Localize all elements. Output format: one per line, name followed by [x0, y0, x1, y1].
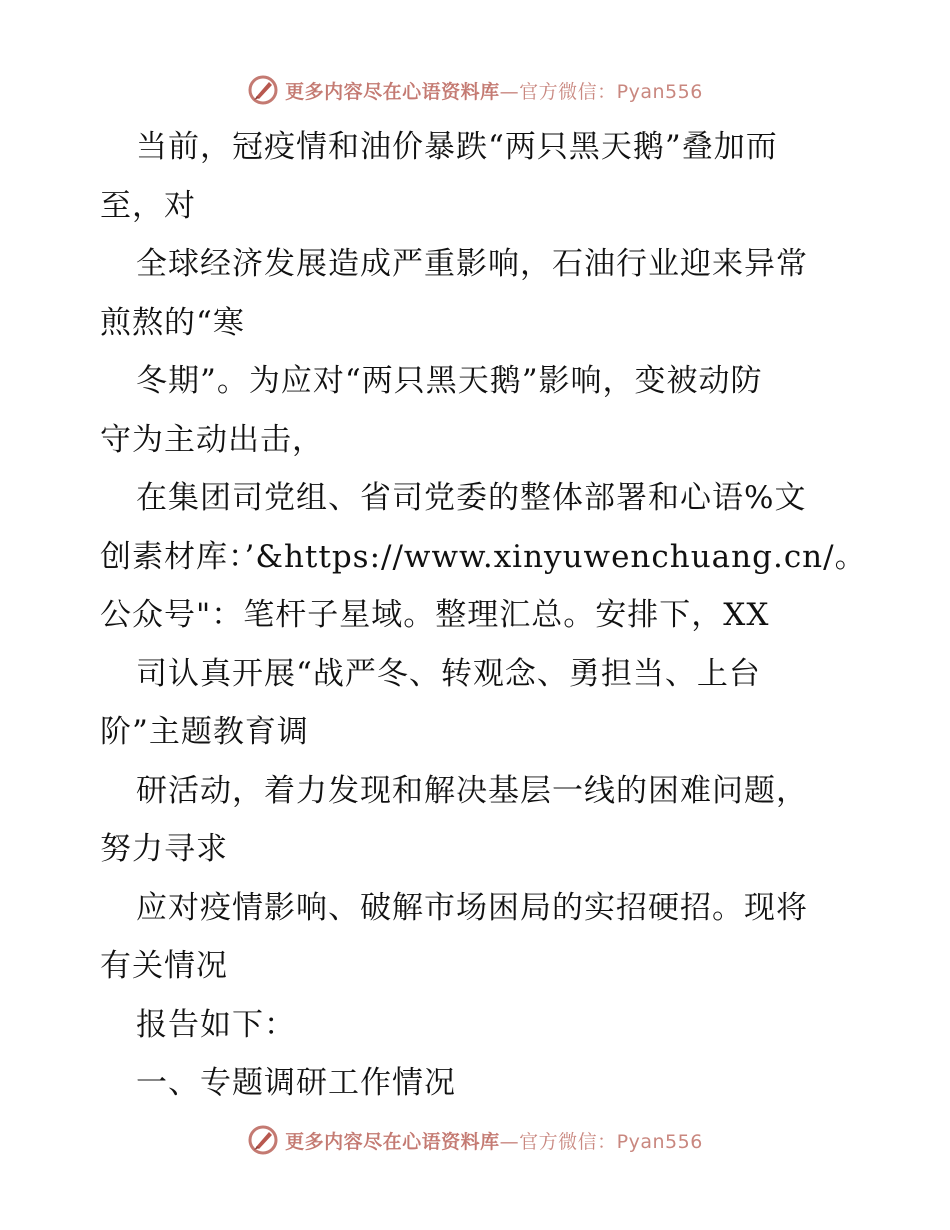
text-line: 公众号"：笔杆子星域。整理汇总。安排下，XX	[100, 597, 770, 633]
section-heading: 一、专题调研工作情况	[136, 1065, 456, 1101]
header-wechat: 官方微信：Pyan556	[519, 80, 703, 103]
footer-sep: —	[499, 1130, 520, 1153]
header-banner-text	[285, 77, 703, 104]
header-banner	[0, 70, 950, 110]
footer-brand: 更多内容尽在心语资料库	[285, 1130, 500, 1153]
quill-pen-logo-icon	[247, 74, 279, 106]
text-line: 守为主动出击，	[100, 421, 324, 458]
quill-pen-logo-icon	[247, 1124, 279, 1156]
text-line: 全球经济发展造成严重影响，石油行业迎来异常	[136, 246, 808, 282]
text-line: 在集团司党组、省司党委的整体部署和心语%文	[136, 480, 807, 516]
footer-wechat: 官方微信：Pyan556	[519, 1130, 703, 1153]
text-line: 冬期”。为应对“两只黑天鹅”影响，变被动防	[136, 363, 763, 399]
header-brand: 更多内容尽在心语资料库	[285, 80, 500, 103]
text-line: 当前，冠疫情和油价暴跌“两只黑天鹅”叠加而	[136, 129, 778, 165]
footer-banner	[0, 1120, 950, 1160]
body-text	[100, 118, 867, 1113]
text-line: 创素材库：’&https://www.xinyuwenchuang.cn/。	[100, 538, 867, 575]
footer-banner-text	[285, 1127, 703, 1154]
text-line: 阶”主题教育调	[100, 714, 309, 750]
text-line: 应对疫情影响、破解市场困局的实招硬招。现将	[136, 889, 808, 926]
header-sep: —	[499, 80, 520, 103]
text-line: 努力寻求	[100, 831, 228, 867]
text-line: 煎熬的“寒	[100, 304, 245, 341]
text-line: 研活动，着力发现和解决基层一线的困难问题，	[136, 772, 808, 809]
text-line: 报告如下：	[136, 1006, 296, 1043]
text-line: 司认真开展“战严冬、转观念、勇担当、上台	[136, 655, 761, 692]
text-line: 有关情况	[100, 948, 228, 984]
text-line: 至，对	[100, 187, 196, 224]
